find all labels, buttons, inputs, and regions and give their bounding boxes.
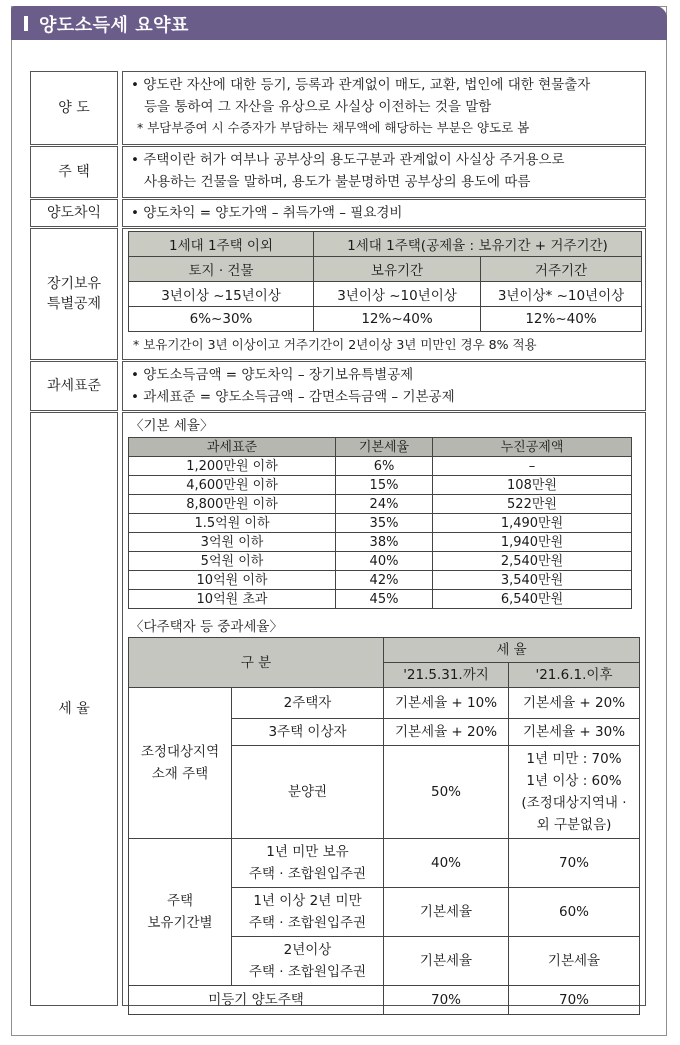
multi-r2-label: 3주택 이상자	[232, 719, 384, 746]
multi-r7-label: 미등기 양도주택	[129, 986, 384, 1015]
multi-h-gubun: 구 분	[129, 638, 384, 688]
label-yangdo: 양 도	[30, 71, 118, 145]
multi-r3-b	[509, 746, 640, 839]
basic-caption: 〈기본 세율〉	[130, 418, 214, 434]
pyojun-line1: • 양도소득금액 = 양도차익 – 장기보유특별공제	[131, 367, 414, 383]
jangi-h1b: 토지 · 건물	[129, 257, 314, 282]
jangi-r2-c2: 12%~40%	[314, 307, 481, 332]
pyojun-line2: • 과세표준 = 양도소득금액 – 감면소득금액 – 기본공제	[131, 389, 455, 405]
cell: 1,200만원 이하	[129, 457, 336, 476]
jangi-r1-c1: 3년이상 ~15년이상	[129, 282, 314, 307]
cell-line: 1년 이상 : 60%	[526, 773, 622, 789]
cell: 522만원	[433, 495, 632, 514]
cell: 38%	[336, 533, 433, 552]
jangi-r1-c3: 3년이상* ~10년이상	[481, 282, 642, 307]
group-line: 소재 주택	[151, 766, 209, 782]
page-title: 양도소득세 요약표	[39, 15, 189, 36]
table-row	[129, 590, 632, 609]
multi-r6-label	[232, 937, 384, 986]
yangdo-line2: 등을 통하여 그 자산을 유상으로 사실상 이전하는 것을 말함	[144, 99, 492, 115]
group-line: 조정대상지역	[140, 744, 220, 760]
cell: 1,490만원	[433, 514, 632, 533]
jangi-r2-c1: 6%~30%	[129, 307, 314, 332]
jutaek-line2: 사용하는 건물을 말하며, 용도가 불분명하면 공부상의 용도에 따름	[144, 174, 531, 190]
cell: 40%	[336, 552, 433, 571]
cell: –	[433, 457, 632, 476]
cell: 24%	[336, 495, 433, 514]
multi-r6-a: 기본세율	[384, 937, 509, 986]
label-pyojun: 과세표준	[30, 361, 118, 411]
jutaek-box	[122, 146, 646, 198]
table-row	[129, 533, 632, 552]
cell-line: 주택 · 조합원입주권	[248, 964, 367, 980]
label-jangi	[30, 228, 118, 360]
multi-r4-b: 70%	[509, 839, 640, 888]
jangi-h2a: 보유기간	[314, 257, 481, 282]
cell: 3억원 이하	[129, 533, 336, 552]
chaik-line1: • 양도차익 = 양도가액 – 취득가액 – 필요경비	[131, 205, 403, 221]
cell: 10억원 이하	[129, 571, 336, 590]
multi-r3-label: 분양권	[232, 746, 384, 839]
cell: 8,800만원 이하	[129, 495, 336, 514]
cell: 108만원	[433, 476, 632, 495]
jangi-table	[128, 231, 642, 332]
cell-line: 외 구분없음)	[536, 817, 612, 833]
cell: 1.5억원 이하	[129, 514, 336, 533]
cell: 4,600만원 이하	[129, 476, 336, 495]
basic-rate-table	[128, 437, 632, 609]
cell-line: (조정대상지역내 ·	[521, 795, 627, 811]
multi-h-b: '21.6.1.이후	[509, 663, 640, 688]
cell-line: 1년 미만 보유	[266, 844, 349, 860]
cell: 35%	[336, 514, 433, 533]
title-marker	[24, 16, 28, 31]
chaik-box	[122, 199, 646, 227]
multi-r1-b: 기본세율 + 20%	[509, 688, 640, 719]
cell-line: 1년 이상 2년 미만	[253, 893, 362, 909]
group-line: 주택	[166, 893, 194, 909]
multi-r2-a: 기본세율 + 20%	[384, 719, 509, 746]
cell: 45%	[336, 590, 433, 609]
label-chaik: 양도차익	[30, 199, 118, 227]
cell: 10억원 초과	[129, 590, 336, 609]
label-seyul: 세 율	[30, 412, 118, 1006]
multi-h-seyul: 세 율	[384, 638, 640, 663]
multi-rate-table	[128, 637, 640, 1015]
multi-r5-b: 60%	[509, 888, 640, 937]
table-row	[129, 514, 632, 533]
cell: 5억원 이하	[129, 552, 336, 571]
label-jangi-2: 특별공제	[46, 296, 102, 312]
basic-h-deduct: 누진공제액	[433, 438, 632, 457]
multi-r6-b: 기본세율	[509, 937, 640, 986]
table-row	[129, 457, 632, 476]
multi-r1-label: 2주택자	[232, 688, 384, 719]
cell: 15%	[336, 476, 433, 495]
table-row	[129, 552, 632, 571]
jangi-h2b: 거주기간	[481, 257, 642, 282]
label-jutaek: 주 택	[30, 146, 118, 198]
basic-h-rate: 기본세율	[336, 438, 433, 457]
cell: 1,940만원	[433, 533, 632, 552]
multi-caption: 〈다주택자 등 중과세율〉	[130, 619, 283, 635]
basic-h-pyojun: 과세표준	[129, 438, 336, 457]
multi-group-adjusted	[129, 688, 232, 839]
multi-r2-b: 기본세율 + 30%	[509, 719, 640, 746]
yangdo-line1: • 양도란 자산에 대한 등기, 등록과 관계없이 매도, 교환, 법인에 대한 현물출자	[131, 77, 591, 93]
cell: 6,540만원	[433, 590, 632, 609]
cell: 42%	[336, 571, 433, 590]
jangi-r1-c2: 3년이상 ~10년이상	[314, 282, 481, 307]
table-row	[129, 571, 632, 590]
multi-r7-b: 70%	[509, 986, 640, 1015]
label-jangi-1: 장기보유	[46, 276, 102, 292]
jangi-r2-c3: 12%~40%	[481, 307, 642, 332]
group-line: 보유기간별	[147, 915, 213, 931]
pyojun-box	[122, 361, 646, 411]
multi-group-holding	[129, 839, 232, 986]
multi-r7-a: 70%	[384, 986, 509, 1015]
cell-line: 주택 · 조합원입주권	[248, 866, 367, 882]
cell: 3,540만원	[433, 571, 632, 590]
multi-r5-label	[232, 888, 384, 937]
multi-r5-a: 기본세율	[384, 888, 509, 937]
jutaek-line1: • 주택이란 허가 여부나 공부상의 용도구분과 관계없이 사실상 주거용으로	[131, 152, 565, 168]
multi-r1-a: 기본세율 + 10%	[384, 688, 509, 719]
jangi-h2: 1세대 1주택(공제율 : 보유기간 + 거주기간)	[314, 232, 642, 257]
table-row	[129, 476, 632, 495]
cell-line: 주택 · 조합원입주권	[248, 915, 367, 931]
multi-r3-a: 50%	[384, 746, 509, 839]
multi-h-a: '21.5.31.까지	[384, 663, 509, 688]
cell-line: 1년 미만 : 70%	[526, 751, 622, 767]
cell: 6%	[336, 457, 433, 476]
yangdo-note: * 부담부증여 시 수증자가 부담하는 채무액에 해당하는 부분은 양도로 봄	[137, 120, 530, 135]
cell-line: 2년이상	[283, 942, 332, 958]
multi-r4-label	[232, 839, 384, 888]
cell: 2,540만원	[433, 552, 632, 571]
multi-r4-a: 40%	[384, 839, 509, 888]
title-bar	[11, 6, 667, 40]
jangi-h1: 1세대 1주택 이외	[129, 232, 314, 257]
jangi-note: * 보유기간이 3년 이상이고 거주기간이 2년이상 3년 미만인 경우 8% 적용	[133, 337, 537, 352]
table-row	[129, 495, 632, 514]
yangdo-box	[122, 71, 646, 145]
